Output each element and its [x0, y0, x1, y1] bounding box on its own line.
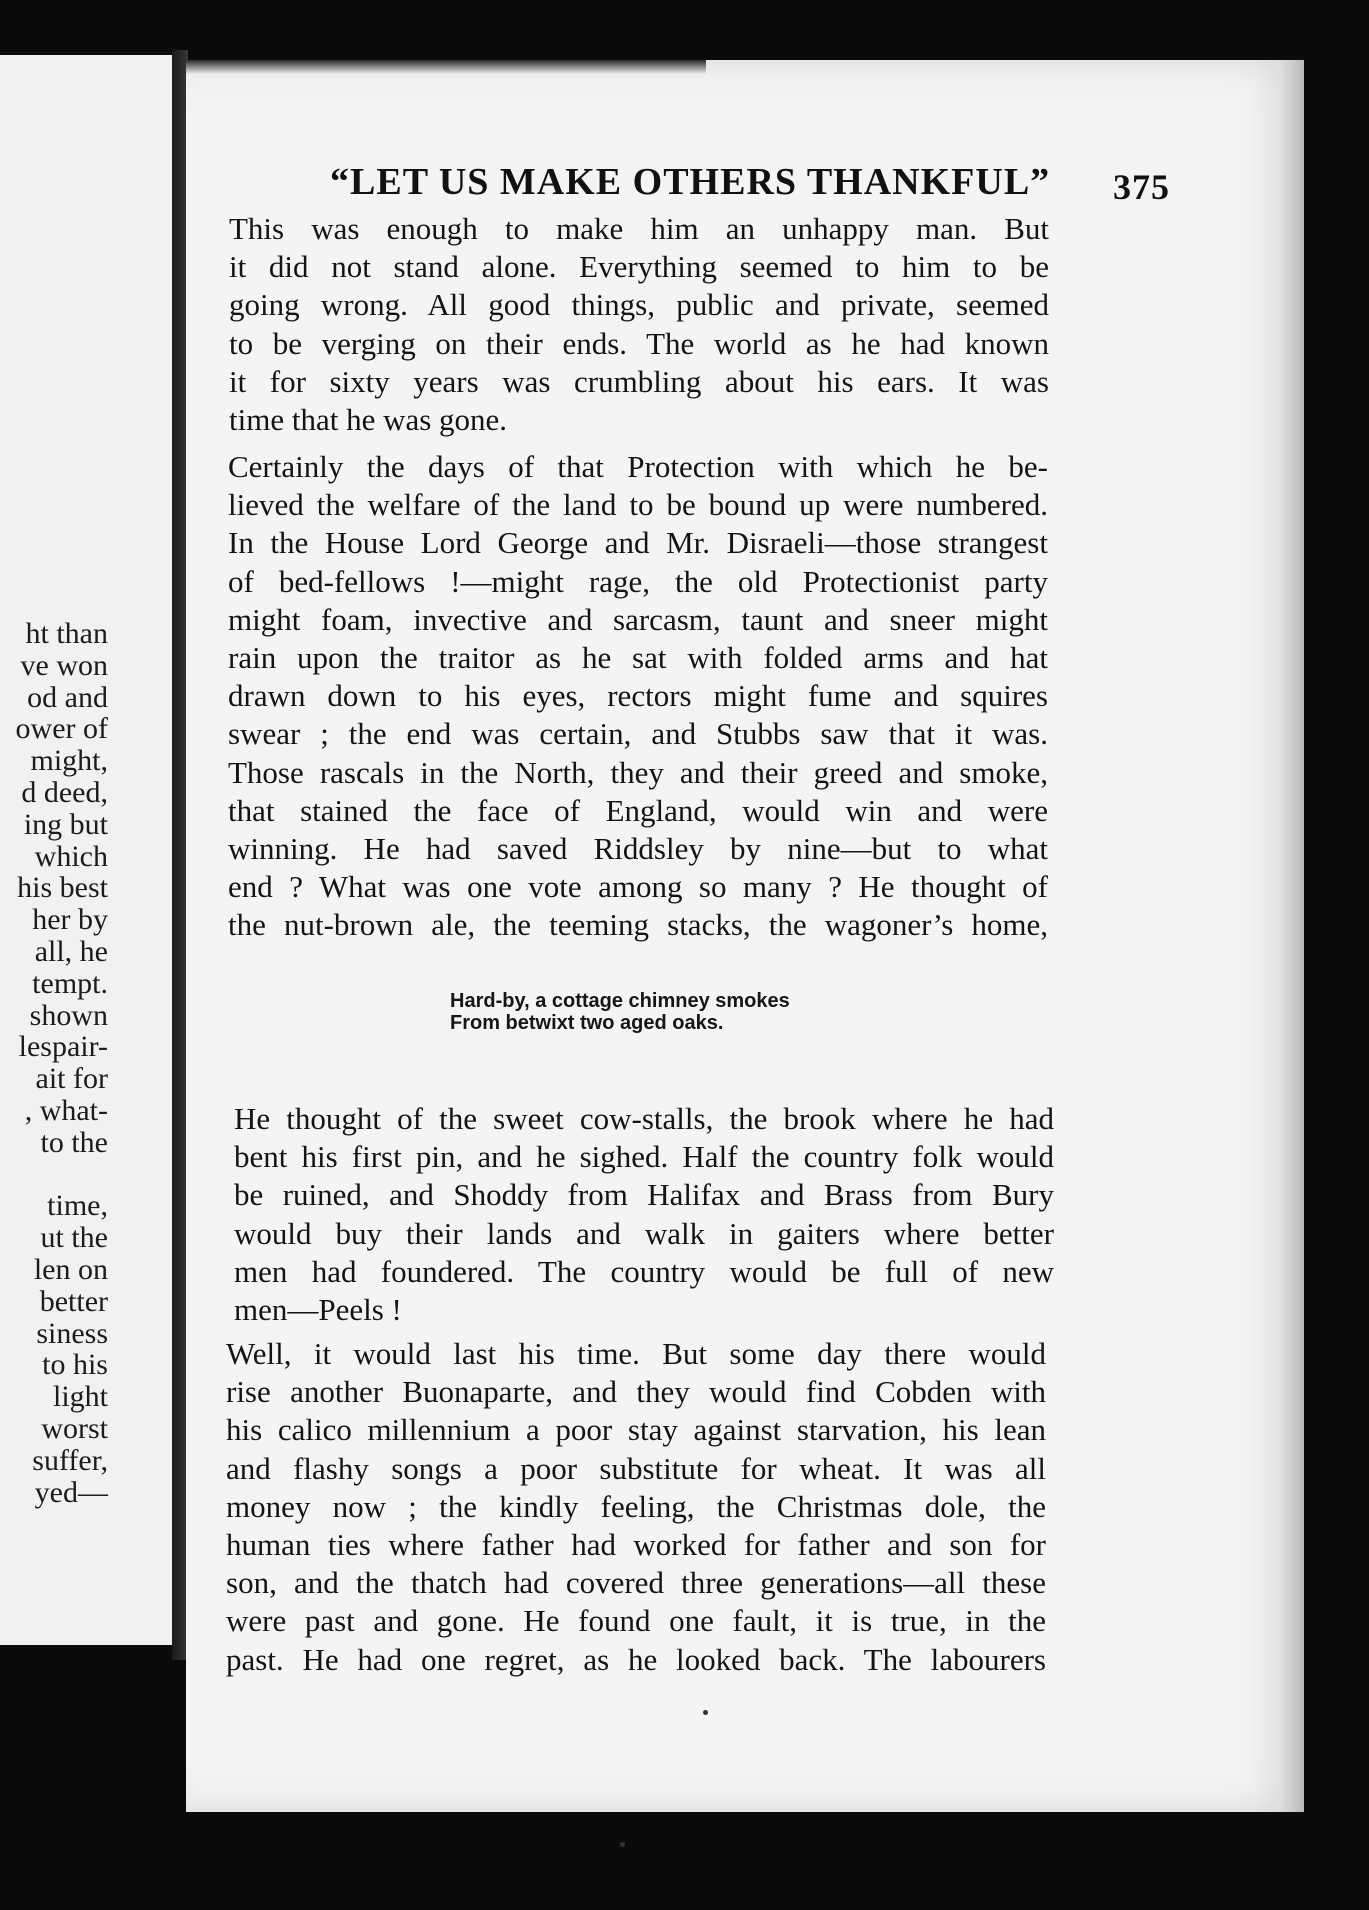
left-page-line: her by [32, 903, 108, 937]
text-line: Certainly the days of that Protection with which he be- [228, 449, 1048, 484]
left-page-line: od and [27, 680, 108, 714]
text-line: that stained the face of England, would win and were [228, 792, 1048, 828]
text-line: his calico millennium a poor stay against starvation, his lean [226, 1412, 1046, 1448]
text-line: of bed-fellows !—might rage, the old Protectionist party [228, 563, 1048, 599]
left-page-line: ve won [20, 648, 108, 682]
text-line: men—Peels ! [234, 1291, 402, 1327]
text-line: it for sixty years was crumbling about his ears. It was [229, 363, 1049, 399]
left-page-line: yed— [34, 1475, 108, 1509]
text-line: rise another Buonaparte, and they would find Cobden with [226, 1374, 1046, 1410]
text-line: bent his first pin, and he sighed. Half the country folk would [234, 1139, 1054, 1175]
verse-line: Hard-by, a cottage chimney smokes [450, 990, 790, 1012]
text-line: In the House Lord George and Mr. Disraeli—those strangest [228, 525, 1048, 561]
text-line: rain upon the traitor as he sat with folded arms and hat [228, 639, 1048, 675]
text-line: lieved the welfare of the land to be bound up were numbered. [228, 487, 1048, 523]
left-page-line: to his [42, 1348, 108, 1382]
left-page-line: worst [41, 1412, 108, 1445]
page-number: 375 [1113, 167, 1170, 207]
left-page-line: lespair- [18, 1030, 108, 1064]
text-line: past. He had one regret, as he looked back. The labourers [226, 1641, 1046, 1677]
left-page-line: , what- [24, 1094, 108, 1127]
left-page-line: his best [17, 871, 108, 905]
left-page-line: siness [36, 1316, 108, 1350]
left-page-line: len on [33, 1253, 108, 1286]
left-page-line: ower of [15, 712, 108, 746]
left-page-line: tempt. [32, 966, 108, 1000]
text-line: swear ; the end was certain, and Stubbs saw that it was. [228, 716, 1048, 752]
left-page-line: which [34, 839, 108, 873]
left-page-line: ut the [40, 1221, 108, 1255]
text-line: were past and gone. He found one fault, it is true, in the [226, 1603, 1046, 1639]
text-line: Those rascals in the North, they and their greed and smoke, [228, 754, 1048, 790]
text-line: He thought of the sweet cow-stalls, the brook where he had [234, 1101, 1054, 1136]
verse-quotation [450, 990, 790, 1034]
left-page-line: d deed, [21, 776, 108, 809]
text-line: to be verging on their ends. The world as he had known [229, 325, 1049, 361]
text-line: men had foundered. The country would be full of new [234, 1253, 1054, 1289]
text-line: money now ; the kindly feeling, the Christmas dole, the [226, 1488, 1046, 1524]
text-line: going wrong. All good things, public and private, seemed [229, 287, 1049, 323]
running-head: “LET US MAKE OTHERS THANKFUL” [330, 161, 1051, 203]
left-page-line: light [52, 1380, 108, 1414]
text-line: drawn down to his eyes, rectors might fume and squires [228, 678, 1048, 714]
left-page-line: ait for [35, 1062, 108, 1096]
left-page-line: time, [47, 1189, 108, 1223]
verse-line: From betwixt two aged oaks. [450, 1012, 724, 1034]
text-line: time that he was gone. [229, 401, 508, 437]
text-line: son, and the thatch had covered three generations—all these [226, 1565, 1046, 1601]
paragraph-4 [226, 1335, 1046, 1679]
left-page-line: ht than [25, 617, 108, 650]
text-line: and flashy songs a poor substitute for wheat. It was all [226, 1450, 1046, 1486]
text-line: be ruined, and Shoddy from Halifax and Brass from Bury [234, 1177, 1054, 1213]
left-page-line: suffer, [32, 1443, 108, 1477]
paragraph-1 [229, 210, 1049, 439]
left-page [0, 55, 178, 1645]
text-line: would buy their lands and walk in gaiters where better [234, 1215, 1054, 1251]
text-line: human ties where father had worked for father and son for [226, 1526, 1046, 1562]
top-shadow [186, 60, 706, 74]
left-page-line: all, he [34, 935, 108, 968]
speck [703, 1710, 708, 1715]
text-line: might foam, invective and sarcasm, taunt and sneer might [228, 601, 1048, 637]
speck [620, 1842, 625, 1847]
left-page-line: better [39, 1284, 108, 1318]
left-page-line: might, [30, 744, 108, 778]
text-line: it did not stand alone. Everything seemed to him to be [229, 249, 1049, 285]
left-page-line: to the [40, 1125, 108, 1159]
text-line: Well, it would last his time. But some day there would [226, 1336, 1046, 1371]
left-page-line: shown [29, 998, 108, 1032]
left-page-line: ing but [23, 807, 108, 841]
page-edge [1282, 60, 1304, 1812]
text-line: This was enough to make him an unhappy man. But [229, 211, 1049, 246]
text-line: winning. He had saved Riddsley by nine—but to what [228, 830, 1048, 866]
paragraph-3 [234, 1100, 1054, 1329]
text-line: the nut-brown ale, the teeming stacks, the wagoner’s home, [228, 907, 1048, 943]
text-line: end ? What was one vote among so many ? He thought of [228, 869, 1048, 905]
paragraph-2 [228, 448, 1048, 944]
right-page [186, 60, 1304, 1812]
